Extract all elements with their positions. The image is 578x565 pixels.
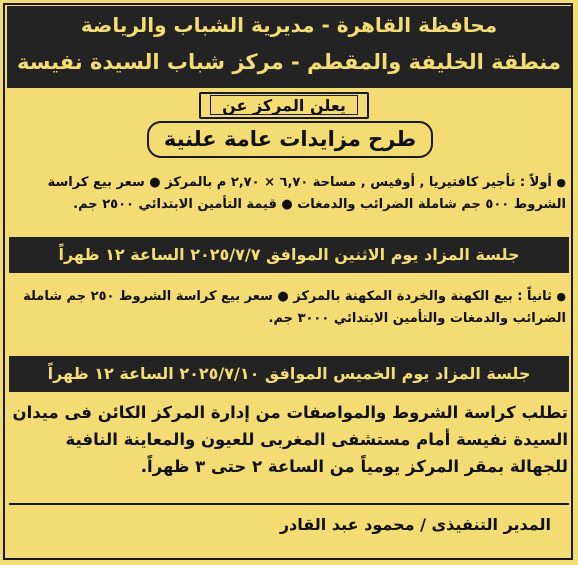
auction-item-second-text: ثانياً : بيع الكهنة والخردة المكهنة بالمركز ● سعر بيع كراسة الشروط ٢٥٠ جم شاملة الضرائب والدمغات والتأمين الابتدائي ٣٠٠٠ جم. — [23, 289, 566, 326]
bullet-icon: ● — [556, 176, 566, 189]
announces-box: يعلن المركز عن — [199, 92, 369, 119]
info-paragraph: تطلب كراسة الشروط والمواصفات من إدارة المركز الكائن فى ميدان السيدة نفيسة أمام مستشفى المغربى للعيون والمعاينة النافية للجهالة بمقر المركز يومياً من الساعة ٢ حتى ٣ ظهراً. — [12, 403, 568, 476]
divider — [9, 503, 569, 505]
auction-item-second — [14, 286, 566, 330]
tender-title: طرح مزايدات عامة علنية — [147, 121, 433, 158]
auction-item-first — [14, 172, 566, 216]
header-line-governorate: محافظة القاهرة - مديرية الشباب والرياضة — [80, 13, 498, 37]
session-banner-second: جلسة المزاد يوم الخميس الموافق ٢٠٢٥/٧/١٠ الساعة ١٢ ظهراً — [9, 356, 569, 392]
header-banner — [7, 6, 571, 88]
session-banner-first: جلسة المزاد يوم الاثنين الموافق ٢٠٢٥/٧/٧ الساعة ١٢ ظهراً — [9, 237, 569, 273]
bullet-icon: ● — [556, 290, 566, 303]
header-line-center: منطقة الخليفة والمقطم - مركز شباب السيدة نفيسة — [16, 50, 562, 74]
auction-item-first-text: أولاً : تأجير كافتيريا , أوفيس , مساحة ٦,٧٠ × ٢,٧٠ م بالمركز ● سعر بيع كراسة الشروط ٥٠٠ جم شاملة الضرائب والدمغات ● قيمة التأمين الابتدائي ٢٥٠٠ جم. — [47, 175, 566, 212]
signature: المدير التنفيذى / محمود عبد القادر — [279, 515, 551, 534]
